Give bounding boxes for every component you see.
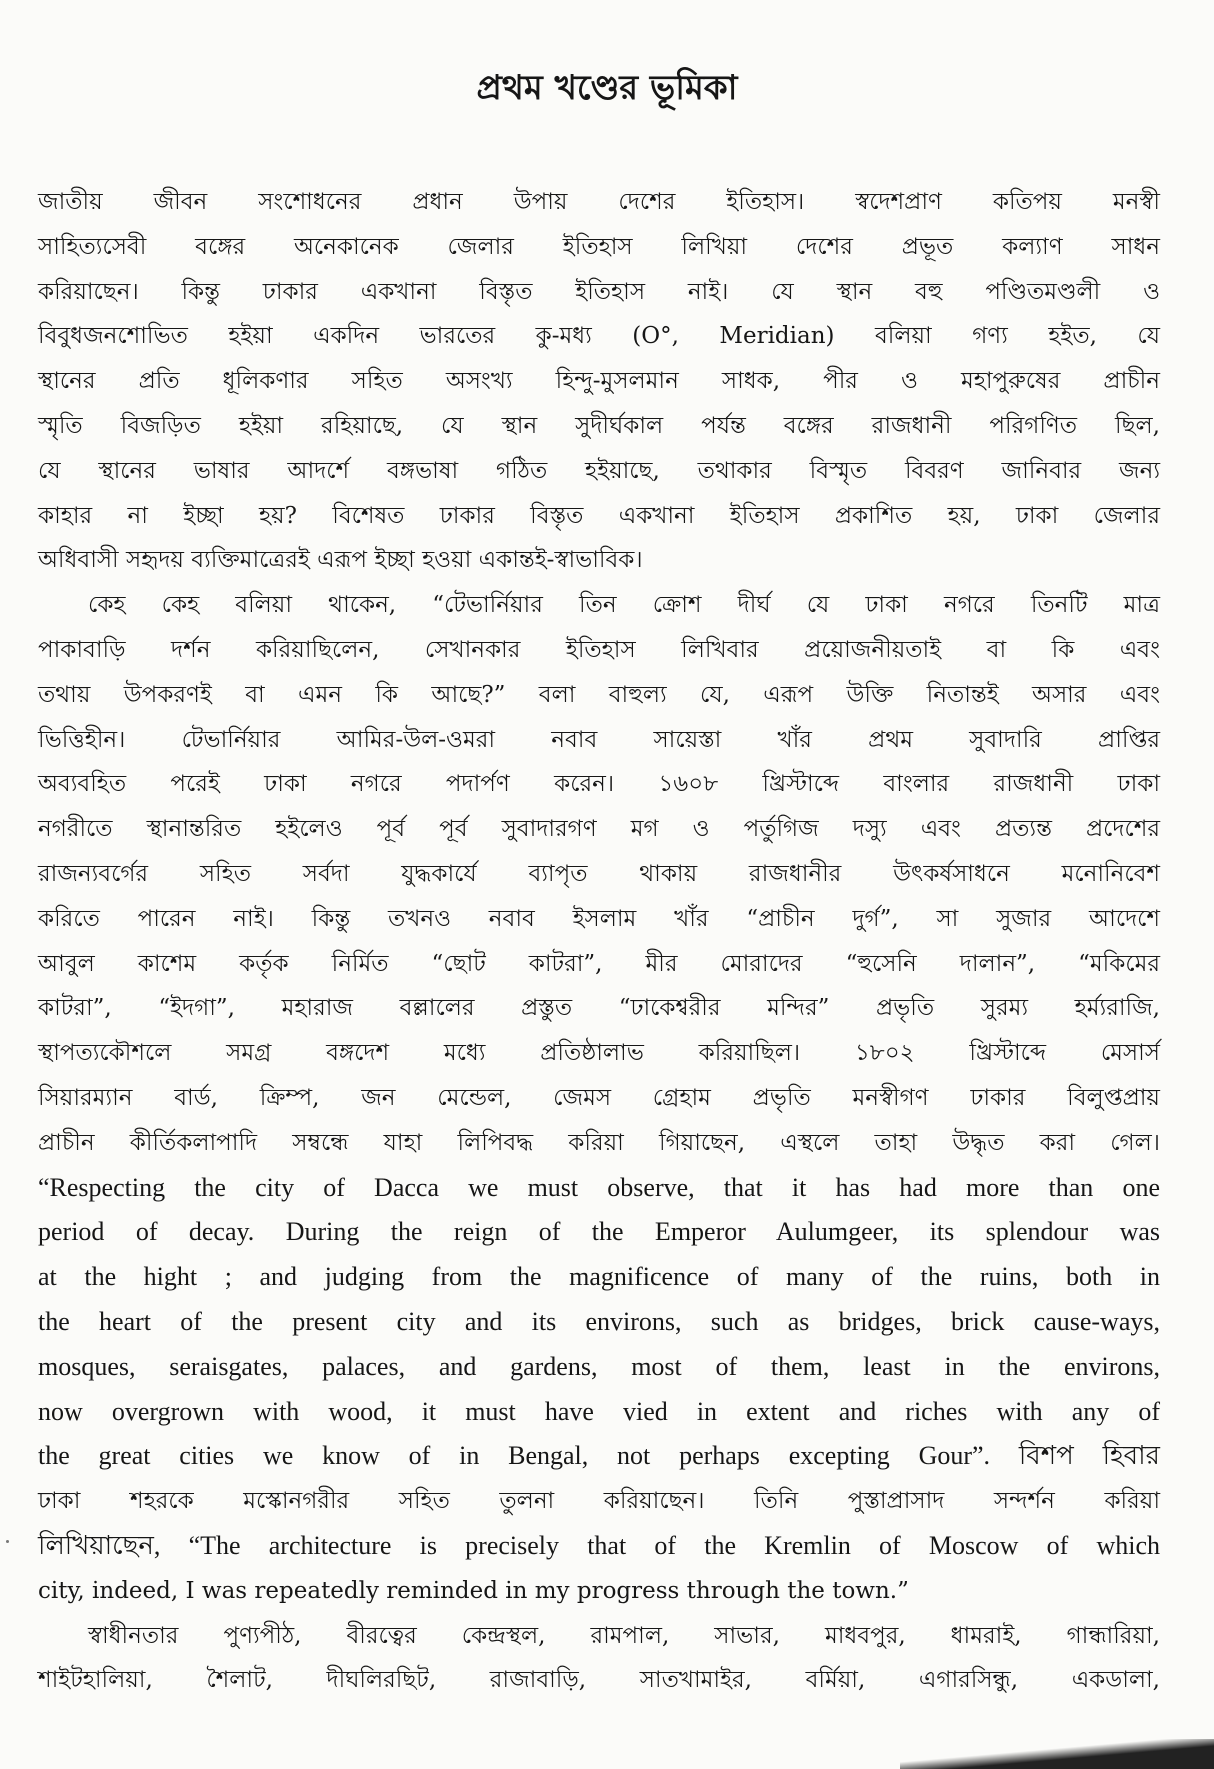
text-line: mosques, seraisgates, palaces, and gardens, most of them, least in the environs, bbox=[38, 1351, 1160, 1381]
text-line: সিয়ারম্যান বার্ড, ক্রিম্প, জন মেন্ডেল, জেমস গ্রেহাম প্রভৃতি মনস্বীগণ ঢাকার বিলুপ্তপ্রায় bbox=[38, 1084, 1160, 1111]
scan-edge-shadow bbox=[900, 1739, 1214, 1769]
text-line: now overgrown with wood, it must have vied in extent and riches with any of bbox=[38, 1396, 1160, 1426]
text-line: the heart of the present city and its environs, such as bridges, brick cause-ways, bbox=[38, 1306, 1160, 1336]
text-line: করিতে পারেন নাই। কিন্তু তখনও নবাব ইসলাম খাঁর “প্রাচীন দুর্গ”, সা সুজার আদেশে bbox=[38, 905, 1160, 932]
text-line: তথায় উপকরণই বা এমন কি আছে?” বলা বাহুল্য যে, এরূপ উক্তি নিতান্তই অসার এবং bbox=[38, 681, 1160, 708]
preface-body bbox=[38, 180, 1160, 1703]
page-title: প্রথম খণ্ডের ভূমিকা bbox=[476, 68, 738, 108]
text-line: the great cities we know of in Bengal, not perhaps excepting Gour”. বিশপ হিবার bbox=[38, 1441, 1160, 1471]
text-line: লিখিয়াছেন, “The architecture is precisely that of the Kremlin of Moscow of which bbox=[38, 1530, 1160, 1560]
text-line: নগরীতে স্থানান্তরিত হইলেও পূর্ব পূর্ব সুবাদারগণ মগ ও পর্তুগিজ দস্যু এবং প্রত্যন্ত প্রদেশের bbox=[38, 816, 1160, 843]
text-line: কাটরা”, “ইদগা”, মহারাজ বল্লালের প্রস্তুত “ঢাকেশ্বরীর মন্দির” প্রভৃতি সুরম্য হর্ম্যরাজি, bbox=[38, 995, 1160, 1022]
text-line: ভিত্তিহীন। টেভার্নিয়ার আমির-উল-ওমরা নবাব সায়েস্তা খাঁর প্রথম সুবাদারি প্রাপ্তির bbox=[38, 726, 1160, 753]
text-line: স্থানের প্রতি ধূলিকণার সহিত অসংখ্য হিন্দু-মুসলমান সাধক, পীর ও মহাপুরুষের প্রাচীন bbox=[38, 368, 1160, 395]
text-line: at the hight ; and judging from the magnificence of many of the ruins, both in bbox=[38, 1262, 1160, 1292]
text-line: রাজন্যবর্গের সহিত সর্বদা যুদ্ধকার্যে ব্যাপৃত থাকায় রাজধানীর উৎকর্ষসাধনে মনোনিবেশ bbox=[38, 860, 1160, 887]
text-line: শাইটহালিয়া, শৈলাট, দীঘলিরছিট, রাজাবাড়ি, সাতখামাইর, বর্মিয়া, এগারসিন্ধু, একডালা, bbox=[38, 1667, 1160, 1694]
text-line: কেহ কেহ বলিয়া থাকেন, “টেভার্নিয়ার তিন ক্রোশ দীর্ঘ যে ঢাকা নগরে তিনটি মাত্র bbox=[88, 592, 1160, 619]
text-line: city, indeed, I was repeatedly reminded in my progress through the town.” bbox=[38, 1577, 909, 1604]
text-line: “Respecting the city of Dacca we must observe, that it has had more than one bbox=[38, 1172, 1160, 1202]
text-line: প্রাচীন কীর্তিকলাপাদি সম্বন্ধে যাহা লিপিবদ্ধ করিয়া গিয়াছেন, এস্থলে তাহা উদ্ধৃত করা গেল। bbox=[38, 1129, 1160, 1156]
text-line: ঢাকা শহরকে মস্কোনগরীর সহিত তুলনা করিয়াছেন। তিনি পুস্তাপ্রাসাদ সন্দর্শন করিয়া bbox=[38, 1488, 1160, 1515]
text-line: স্থাপত্যকৌশলে সমগ্র বঙ্গদেশ মধ্যে প্রতিষ্ঠালাভ করিয়াছিল। ১৮০২ খ্রিস্টাব্দে মেসার্স bbox=[38, 1040, 1160, 1067]
text-line: স্বাধীনতার পুণ্যপীঠ, বীরত্বের কেন্দ্রস্থল, রামপাল, সাভার, মাধবপুর, ধামরাই, গান্ধারিয়া, bbox=[88, 1622, 1160, 1649]
text-line: বিবুধজনশোভিত হইয়া একদিন ভারতের কু-মধ্য (O°, Meridian) বলিয়া গণ্য হইত, যে bbox=[38, 323, 1160, 350]
text-line: কাহার না ইচ্ছা হয়? বিশেষত ঢাকার বিস্তৃত একখানা ইতিহাস প্রকাশিত হয়, ঢাকা জেলার bbox=[38, 502, 1160, 529]
text-line: করিয়াছেন। কিন্তু ঢাকার একখানা বিস্তৃত ইতিহাস নাই। যে স্থান বহু পণ্ডিতমণ্ডলী ও bbox=[38, 278, 1160, 305]
text-line: জাতীয় জীবন সংশোধনের প্রধান উপায় দেশের ইতিহাস। স্বদেশপ্রাণ কতিপয় মনস্বী bbox=[38, 189, 1160, 215]
text-line: অধিবাসী সহৃদয় ব্যক্তিমাত্রেরই এরূপ ইচ্ছা হওয়া একান্তই-স্বাভাবিক। bbox=[38, 547, 643, 574]
text-line: যে স্থানের ভাষার আদর্শে বঙ্গভাষা গঠিত হইয়াছে, তথাকার বিস্মৃত বিবরণ জানিবার জন্য bbox=[38, 457, 1160, 484]
scan-speck bbox=[6, 1540, 9, 1543]
text-line: পাকাবাড়ি দর্শন করিয়াছিলেন, সেখানকার ইতিহাস লিখিবার প্রয়োজনীয়তাই বা কি এবং bbox=[38, 636, 1160, 663]
text-line: period of decay. During the reign of the Emperor Aulumgeer, its splendour was bbox=[38, 1217, 1160, 1247]
text-line: অব্যবহিত পরেই ঢাকা নগরে পদার্পণ করেন। ১৬০৮ খ্রিস্টাব্দে বাংলার রাজধানী ঢাকা bbox=[38, 771, 1160, 798]
text-line: আবুল কাশেম কর্তৃক নির্মিত “ছোট কাটরা”, মীর মোরাদের “হুসেনি দালান”, “মকিমের bbox=[38, 950, 1160, 977]
text-line: সাহিত্যসেবী বঙ্গের অনেকানেক জেলার ইতিহাস লিখিয়া দেশের প্রভূত কল্যাণ সাধন bbox=[38, 233, 1160, 260]
text-line: স্মৃতি বিজড়িত হইয়া রহিয়াছে, যে স্থান সুদীর্ঘকাল পর্যন্ত বঙ্গের রাজধানী পরিগণিত ছিল, bbox=[38, 412, 1160, 439]
